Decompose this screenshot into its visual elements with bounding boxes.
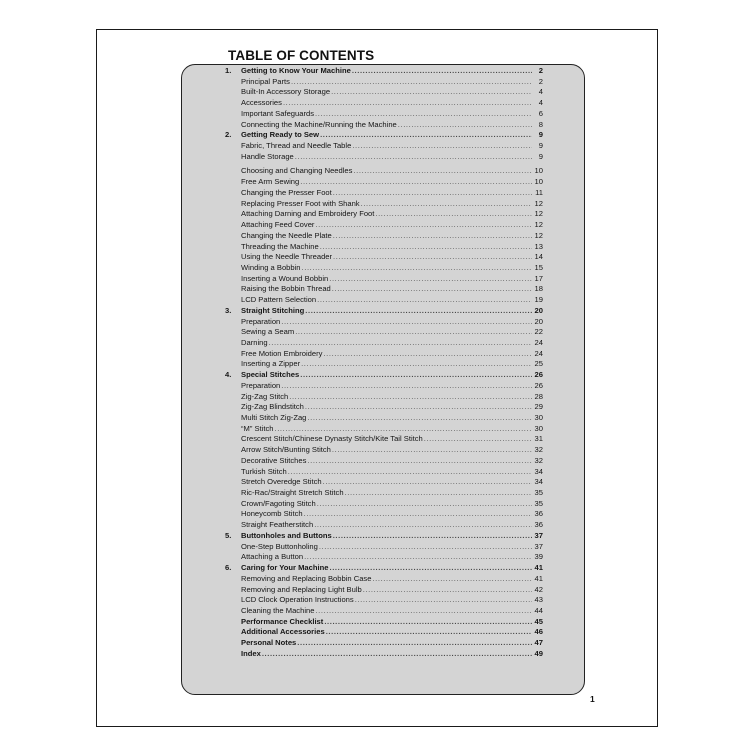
dot-leader	[331, 87, 532, 98]
page-ref: 20	[534, 305, 543, 315]
page-ref: 20	[534, 316, 543, 326]
page-ref: 19	[534, 295, 543, 305]
toc-section	[225, 370, 543, 381]
entry-title: Using the Needle Threader	[241, 252, 333, 262]
page-ref: 45	[534, 616, 543, 626]
toc-entry	[225, 220, 543, 231]
toc-entry	[225, 402, 543, 413]
toc-entry	[225, 87, 543, 98]
page-ref: 2	[538, 76, 543, 86]
dot-leader	[372, 574, 532, 585]
section-number: 1.	[225, 66, 232, 75]
dot-leader	[353, 166, 532, 177]
toc-entry	[225, 349, 543, 360]
page-ref: 36	[534, 509, 543, 519]
page-ref: 13	[534, 241, 543, 251]
dot-leader	[289, 392, 532, 403]
toc-entry	[225, 606, 543, 617]
toc-entry	[225, 338, 543, 349]
section-number: 2.	[225, 130, 232, 140]
dot-leader	[352, 66, 532, 77]
page-title: TABLE OF CONTENTS	[228, 48, 375, 63]
page-ref: 32	[534, 445, 543, 455]
page-number: 1	[590, 694, 595, 704]
entry-title: Crescent Stitch/Chinese Dynasty Stitch/Kite Tail Stitch	[241, 434, 423, 444]
dot-leader	[375, 209, 532, 220]
entry-title: Inserting a Zipper	[241, 359, 301, 369]
entry-title: Free Motion Embroidery	[241, 348, 323, 358]
page-ref: 6	[538, 108, 543, 118]
dot-leader	[304, 552, 532, 563]
page-ref: 41	[534, 563, 543, 573]
page-ref: 26	[534, 380, 543, 390]
section-title: Straight Stitching	[241, 305, 305, 315]
section-title: Special Stitches	[241, 370, 300, 380]
entry-title: LCD Pattern Selection	[241, 295, 317, 305]
toc-entry	[225, 595, 543, 606]
page-ref: 26	[534, 370, 543, 380]
entry-title: Zig-Zag Blindstitch	[241, 402, 304, 412]
dot-leader	[300, 370, 532, 381]
entry-title: Attaching a Button	[241, 552, 304, 562]
dot-leader	[301, 359, 532, 370]
page-ref: 17	[534, 273, 543, 283]
dot-leader	[323, 477, 532, 488]
page-ref: 9	[538, 130, 543, 140]
toc-entry	[225, 638, 543, 649]
toc-entry	[225, 649, 543, 660]
toc-entry	[225, 585, 543, 596]
dot-leader	[275, 424, 533, 435]
page-ref: 12	[534, 198, 543, 208]
entry-title: Raising the Bobbin Thread	[241, 284, 331, 294]
entry-title: Crown/Fagoting Stitch	[241, 498, 316, 508]
entry-title: Ric-Rac/Straight Stretch Stitch	[241, 488, 344, 498]
toc-entry	[225, 252, 543, 263]
dot-leader	[304, 509, 532, 520]
page-ref: 44	[534, 605, 543, 615]
entry-title: Cleaning the Machine	[241, 605, 315, 615]
entry-title: Fabric, Thread and Needle Table	[241, 141, 352, 151]
dot-leader	[333, 231, 532, 242]
dot-leader	[352, 141, 532, 152]
dot-leader	[345, 488, 532, 499]
toc-entry	[225, 392, 543, 403]
entry-title: Principal Parts	[241, 76, 290, 86]
entry-title: Attaching Feed Cover	[241, 220, 315, 230]
toc-entry	[225, 499, 543, 510]
toc-entry	[225, 413, 543, 424]
page-ref: 4	[538, 87, 543, 97]
dot-leader	[317, 295, 532, 306]
toc-section	[225, 563, 543, 574]
dot-leader	[295, 327, 532, 338]
dot-leader	[333, 252, 532, 263]
entry-title: Removing and Replacing Light Bulb	[241, 584, 362, 594]
page-ref: 42	[534, 584, 543, 594]
section-number: 6.	[225, 563, 232, 573]
toc-section	[225, 531, 543, 542]
entry-title: Replacing Presser Foot with Shank	[241, 198, 360, 208]
dot-leader	[319, 542, 532, 553]
dot-leader	[305, 402, 532, 413]
page-ref: 36	[534, 520, 543, 530]
toc-entry	[225, 284, 543, 295]
toc-entry	[225, 199, 543, 210]
entry-title: Accessories	[241, 98, 282, 108]
toc-entry	[225, 166, 543, 177]
toc-entry	[225, 263, 543, 274]
page-ref: 35	[534, 488, 543, 498]
toc-entry	[225, 381, 543, 392]
toc-entry	[225, 177, 543, 188]
dot-leader	[283, 98, 532, 109]
entry-title: Stretch Overedge Stitch	[241, 477, 322, 487]
dot-leader	[424, 434, 532, 445]
entry-title: Decorative Stitches	[241, 455, 307, 465]
toc-entry	[225, 477, 543, 488]
entry-title: Important Safeguards	[241, 108, 315, 118]
dot-leader	[281, 381, 532, 392]
toc-entry	[225, 488, 543, 499]
toc-section	[225, 130, 543, 141]
page-ref: 30	[534, 423, 543, 433]
entry-title: Multi Stitch Zig-Zag	[241, 413, 307, 422]
entry-title: One-Step Buttonholing	[241, 541, 318, 551]
dot-leader	[315, 109, 532, 120]
dot-leader	[315, 606, 532, 617]
dot-leader	[314, 520, 532, 531]
toc-entry	[225, 542, 543, 553]
toc-entry	[225, 109, 543, 120]
entry-title: Threading the Machine	[241, 241, 319, 251]
page-ref: 8	[538, 119, 543, 129]
dot-leader	[288, 467, 532, 478]
dot-leader	[300, 177, 532, 188]
toc-entry	[225, 295, 543, 306]
entry-title: Preparation	[241, 380, 281, 390]
dot-leader	[332, 284, 532, 295]
section-title: Getting Ready to Sew	[241, 130, 320, 140]
entry-title: Honeycomb Stitch	[241, 509, 303, 519]
toc-entry	[225, 231, 543, 242]
page-ref: 31	[534, 434, 543, 444]
toc-entry	[225, 552, 543, 563]
entry-title: Inserting a Wound Bobbin	[241, 273, 329, 283]
page-ref: 9	[538, 141, 543, 151]
dot-leader	[281, 317, 532, 328]
entry-title: Changing the Presser Foot	[241, 187, 332, 197]
entry-title: Free Arm Sewing	[241, 177, 300, 187]
dot-leader	[291, 77, 532, 88]
page-ref: 29	[534, 402, 543, 412]
table-of-contents	[225, 66, 543, 660]
entry-title: Additional Accessories	[241, 627, 325, 637]
page-ref: 43	[534, 595, 543, 605]
section-number: 5.	[225, 530, 232, 540]
dot-leader	[332, 445, 532, 456]
section-title: Getting to Know Your Machine	[241, 66, 351, 75]
entry-title: Sewing a Seam	[241, 327, 295, 337]
entry-title: Zig-Zag Stitch	[241, 391, 289, 401]
toc-entry	[225, 188, 543, 199]
dot-leader	[329, 563, 532, 574]
entry-title: Choosing and Changing Needles	[241, 166, 353, 176]
toc-entry	[225, 98, 543, 109]
page-ref: 37	[534, 541, 543, 551]
dot-leader	[398, 120, 532, 131]
entry-title: Removing and Replacing Bobbin Case	[241, 573, 372, 583]
dot-leader	[355, 595, 532, 606]
page-ref: 2	[538, 66, 543, 75]
toc-section	[225, 306, 543, 317]
section-title: Caring for Your Machine	[241, 563, 329, 573]
page-ref: 12	[534, 220, 543, 230]
toc-entry	[225, 209, 543, 220]
toc-entry	[225, 627, 543, 638]
page-ref: 39	[534, 552, 543, 562]
page-ref: 25	[534, 359, 543, 369]
page-ref: 30	[534, 413, 543, 422]
toc-section	[225, 66, 543, 77]
dot-leader	[326, 627, 532, 638]
page-ref: 24	[534, 337, 543, 347]
page-ref: 18	[534, 284, 543, 294]
page-ref: 24	[534, 348, 543, 358]
toc-entry	[225, 574, 543, 585]
entry-title: Built-In Accessory Storage	[241, 87, 331, 97]
page-ref: 10	[534, 177, 543, 187]
entry-title: “M” Stitch	[241, 423, 274, 433]
dot-leader	[324, 617, 532, 628]
dot-leader	[320, 242, 532, 253]
dot-leader	[320, 130, 532, 141]
section-title: Buttonholes and Buttons	[241, 530, 332, 540]
toc-entry	[225, 152, 543, 163]
page-ref: 41	[534, 573, 543, 583]
entry-title: LCD Clock Operation Instructions	[241, 595, 354, 605]
page-ref: 35	[534, 498, 543, 508]
page-ref: 12	[534, 209, 543, 219]
page-ref: 22	[534, 327, 543, 337]
entry-title: Darning	[241, 337, 268, 347]
dot-leader	[307, 456, 532, 467]
page-ref: 49	[534, 648, 543, 658]
page-ref: 46	[534, 627, 543, 637]
dot-leader	[305, 306, 532, 317]
entry-title: Turkish Stitch	[241, 466, 287, 476]
entry-title: Arrow Stitch/Bunting Stitch	[241, 445, 331, 455]
dot-leader	[333, 531, 532, 542]
entry-title: Changing the Needle Plate	[241, 230, 332, 240]
entry-title: Performance Checklist	[241, 616, 324, 626]
toc-entry	[225, 617, 543, 628]
dot-leader	[329, 274, 532, 285]
page-ref: 10	[534, 166, 543, 176]
entry-title: Winding a Bobbin	[241, 262, 301, 272]
dot-leader	[302, 263, 532, 274]
entry-title: Preparation	[241, 316, 281, 326]
toc-entry	[225, 467, 543, 478]
toc-entry	[225, 120, 543, 131]
dot-leader	[295, 152, 532, 163]
page-ref: 4	[538, 98, 543, 108]
page-ref: 37	[534, 530, 543, 540]
toc-entry	[225, 434, 543, 445]
dot-leader	[269, 338, 532, 349]
page-ref: 47	[534, 638, 543, 648]
page-ref: 12	[534, 230, 543, 240]
entry-title: Attaching Darning and Embroidery Foot	[241, 209, 375, 219]
dot-leader	[307, 413, 532, 424]
entry-title: Personal Notes	[241, 638, 297, 648]
dot-leader	[333, 188, 532, 199]
entry-title: Index	[241, 648, 261, 658]
page-ref: 34	[534, 477, 543, 487]
page-ref: 14	[534, 252, 543, 262]
toc-entry	[225, 456, 543, 467]
toc-entry	[225, 141, 543, 152]
toc-entry	[225, 424, 543, 435]
entry-title: Connecting the Machine/Running the Machine	[241, 119, 397, 129]
toc-entry	[225, 445, 543, 456]
section-number: 4.	[225, 370, 232, 380]
page-ref: 11	[535, 187, 543, 197]
toc-entry	[225, 327, 543, 338]
toc-entry	[225, 77, 543, 88]
dot-leader	[361, 199, 532, 210]
entry-title: Straight Featherstitch	[241, 520, 314, 530]
page-ref: 28	[534, 391, 543, 401]
toc-entry	[225, 317, 543, 328]
toc-entry	[225, 520, 543, 531]
toc-entry	[225, 242, 543, 253]
dot-leader	[297, 638, 532, 649]
dot-leader	[323, 349, 532, 360]
page-ref: 9	[538, 151, 543, 161]
toc-entry	[225, 359, 543, 370]
entry-title: Handle Storage	[241, 151, 294, 161]
section-number: 3.	[225, 305, 232, 315]
dot-leader	[262, 649, 532, 660]
dot-leader	[363, 585, 532, 596]
dot-leader	[317, 499, 532, 510]
page-ref: 15	[534, 262, 543, 272]
page-ref: 32	[534, 455, 543, 465]
dot-leader	[315, 220, 532, 231]
toc-entry	[225, 509, 543, 520]
toc-entry	[225, 274, 543, 285]
page-ref: 34	[534, 466, 543, 476]
